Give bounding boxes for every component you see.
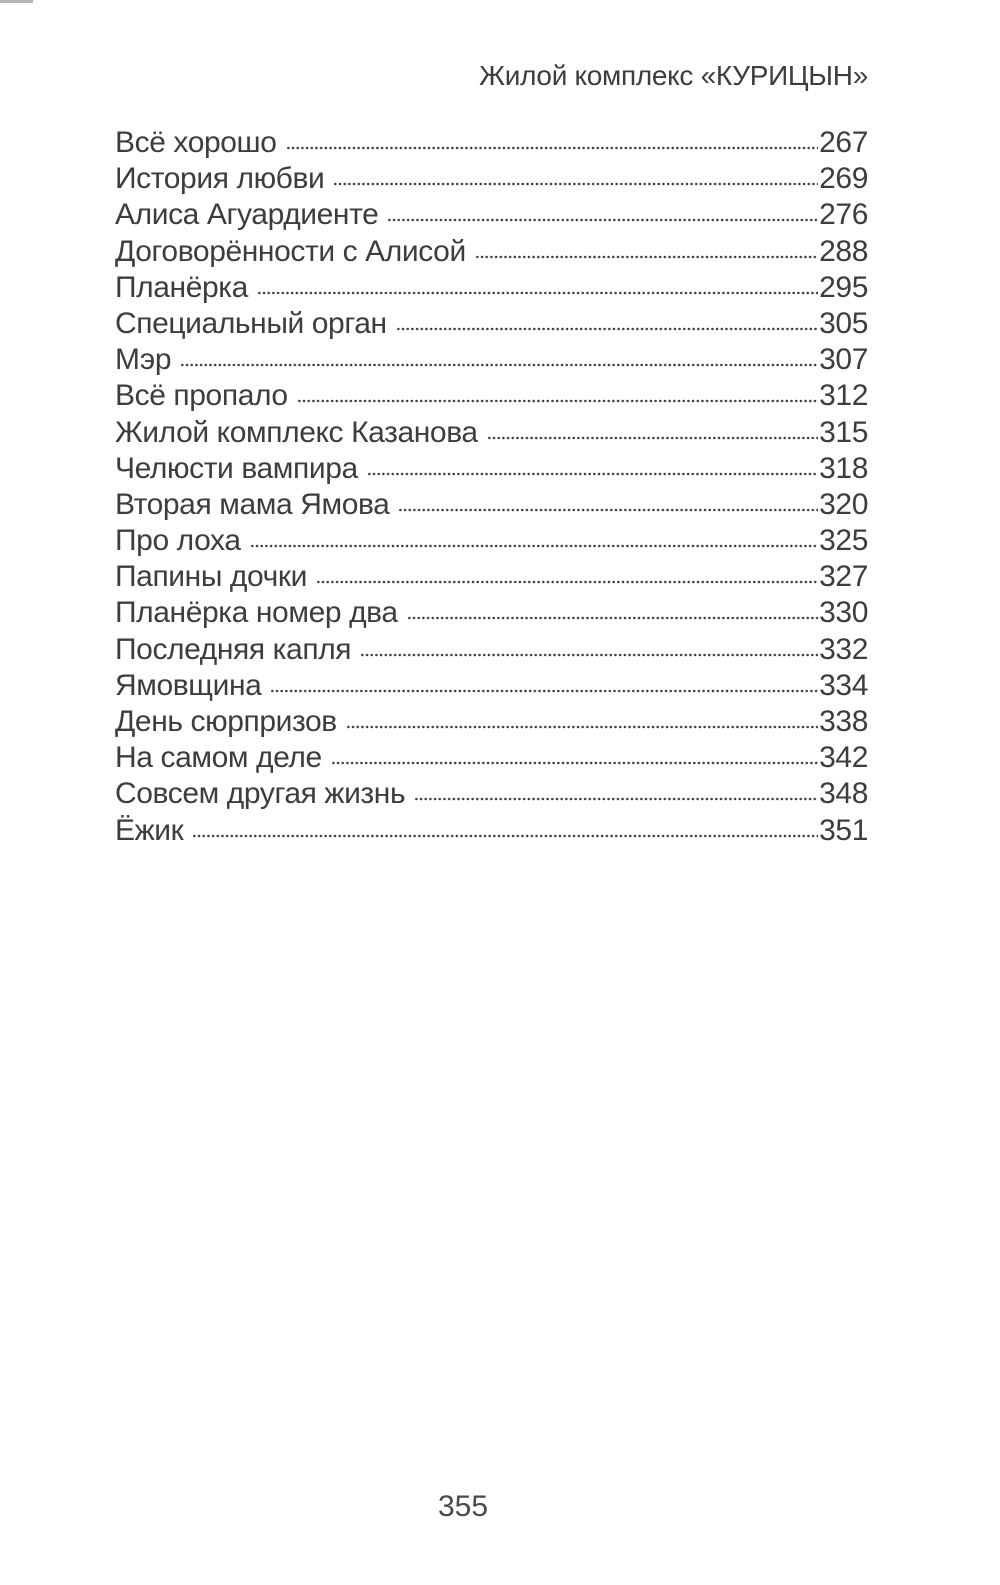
toc-entry [115, 741, 868, 777]
toc-leader-dots [367, 472, 818, 476]
toc-leader-dots [396, 327, 818, 331]
toc-entry-page: 305 [819, 306, 868, 340]
toc-entry-page: 307 [819, 343, 868, 377]
toc-leader-dots [414, 797, 818, 801]
toc-entry-page: 318 [819, 451, 868, 485]
toc-entry [115, 488, 868, 524]
toc-leader-dots [398, 508, 818, 512]
toc-entry [115, 596, 868, 632]
toc-entry-title: Ёжик [115, 813, 184, 847]
toc-entry-title: Папины дочки [115, 560, 307, 594]
toc-entry-page: 267 [819, 126, 868, 159]
toc-entry-page: 288 [819, 234, 868, 268]
toc-entry [115, 633, 868, 669]
toc-entry-title: Договорённости с Алисой [115, 234, 466, 268]
toc-list [115, 126, 868, 850]
toc-entry [115, 560, 868, 596]
toc-entry-title: История любви [115, 162, 325, 196]
toc-entry-title: Вторая мама Ямова [115, 487, 390, 521]
toc-entry-page: 351 [819, 813, 868, 847]
toc-entry [115, 162, 868, 198]
toc-leader-dots [333, 182, 818, 186]
toc-entry [115, 271, 868, 307]
toc-entry-page: 342 [819, 741, 868, 775]
toc-leader-dots [270, 689, 818, 693]
toc-entry-page: 269 [819, 162, 868, 196]
toc-entry-title: Совсем другая жизнь [115, 777, 406, 811]
toc-entry-page: 276 [819, 198, 868, 232]
toc-leader-dots [331, 761, 818, 765]
scan-artifact-line [0, 0, 33, 3]
toc-entry [115, 379, 868, 415]
toc-leader-dots [387, 218, 818, 222]
toc-entry [115, 416, 868, 452]
toc-entry [115, 777, 868, 813]
page-number: 355 [437, 1490, 489, 1523]
toc-entry-title: Про лоха [115, 524, 241, 558]
toc-entry-title: Мэр [115, 343, 172, 377]
toc-entry-page: 327 [819, 560, 868, 594]
toc-leader-dots [192, 834, 818, 838]
toc-entry [115, 343, 868, 379]
toc-entry-title: Челюсти вампира [115, 451, 358, 485]
toc-entry-page: 295 [819, 270, 868, 304]
toc-entry [115, 669, 868, 705]
toc-entry-title: Ямовщина [115, 668, 262, 702]
toc-leader-dots [297, 399, 818, 403]
toc-entry-title: Планёрка [115, 270, 248, 304]
toc-entry-title: Специальный орган [115, 306, 387, 340]
toc-leader-dots [180, 363, 818, 367]
toc-entry-title: Всё хорошо [115, 126, 277, 159]
toc-entry-page: 315 [819, 415, 868, 449]
toc-entry-page: 330 [819, 596, 868, 630]
toc-leader-dots [475, 255, 818, 259]
toc-entry [115, 198, 868, 234]
toc-entry-title: Последняя капля [115, 632, 352, 666]
toc-entry-title: Планёрка номер два [115, 596, 398, 630]
toc-entry-title: День сюрпризов [115, 705, 337, 738]
toc-entry-title: На самом деле [115, 741, 322, 775]
toc-entry-page: 334 [819, 668, 868, 702]
toc-entry-page: 332 [819, 632, 868, 666]
toc-leader-dots [487, 436, 818, 440]
toc-leader-dots [316, 580, 818, 584]
toc-leader-dots [257, 291, 818, 295]
toc-entry [115, 126, 868, 162]
toc-entry-page: 312 [819, 379, 868, 413]
toc-leader-dots [407, 616, 818, 620]
toc-entry-page: 320 [819, 487, 868, 521]
toc-entry [115, 705, 868, 741]
toc-entry-page: 338 [819, 705, 868, 738]
toc-leader-dots [360, 653, 818, 657]
toc-entry [115, 524, 868, 560]
toc-leader-dots [346, 725, 818, 729]
toc-entry [115, 235, 868, 271]
toc-leader-dots [250, 544, 819, 548]
toc-entry-title: Жилой комплекс Казанова [115, 415, 478, 449]
toc-leader-dots [286, 146, 819, 150]
toc-entry-page: 348 [819, 777, 868, 811]
toc-entry-title: Алиса Агуардиенте [115, 198, 379, 232]
toc-entry [115, 452, 868, 488]
toc-entry [115, 814, 868, 850]
toc-entry-title: Всё пропало [115, 379, 288, 413]
toc-entry [115, 307, 868, 343]
toc-entry-page: 325 [819, 524, 868, 558]
running-header: Жилой комплекс «КУРИЦЫН» [479, 60, 868, 91]
